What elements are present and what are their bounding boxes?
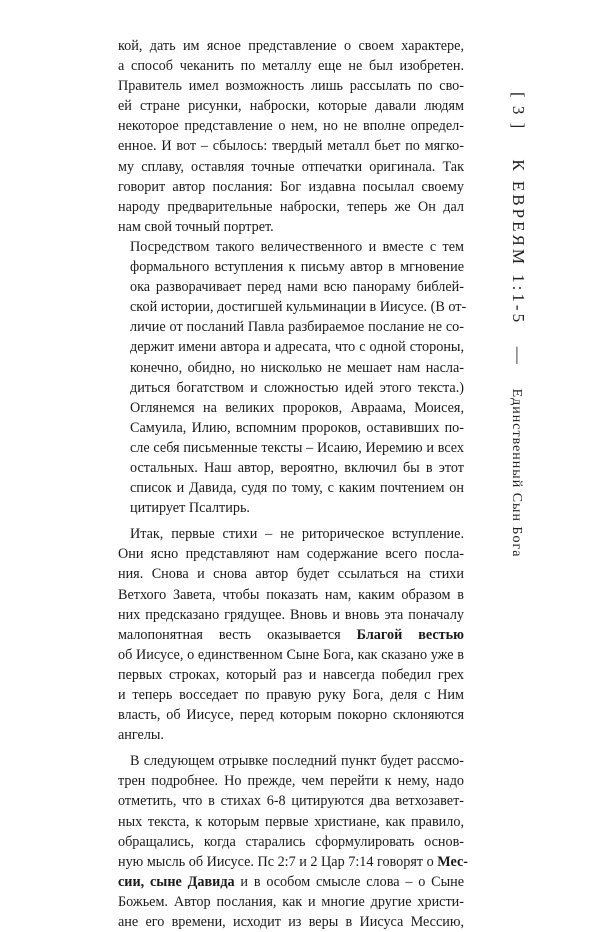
text-line: Итак, первые стихи – не риторическое вступление.	[130, 526, 464, 543]
text-line: них предсказано грядущее. Вновь и вновь эта поначалу	[118, 606, 464, 623]
text-line	[118, 625, 464, 645]
page-number: [ 3 ]	[509, 92, 528, 131]
running-head	[498, 92, 528, 692]
text-line: первых строках, который раз и навсегда победил грех	[118, 666, 464, 683]
text-line: отметить, что в стихах 6-8 цитируются два ветхозавет-	[118, 793, 464, 810]
text-fragment: и в особом смысле слова – о Сыне	[240, 873, 465, 890]
text-line: енное. И вот – сбылось: твердый металл бьет по мягко-	[118, 138, 464, 155]
text-line	[118, 872, 464, 892]
text-line	[118, 852, 468, 872]
text-line: об Иисусе, о единственном Сыне Бога, как сказано уже в	[118, 646, 464, 663]
text-line: нам свой точный портрет.	[118, 218, 274, 235]
text-line: Правитель имел возможность лишь рассылать по сво-	[118, 78, 464, 95]
text-line: трен подробнее. Но прежде, чем перейти к нему, надо	[118, 773, 464, 790]
text-line: говорит автор послания: Бог издавна посылал своему	[118, 178, 464, 195]
bold-phrase: Мес-	[437, 853, 468, 870]
text-line: ане его времени, исходит из веры в Иисуса Мессию,	[118, 914, 464, 931]
text-line: сле себя письменные тексты – Исаию, Иеремию и всех	[130, 439, 464, 456]
text-line: Божьем. Автор послания, как и многие другие христи-	[118, 893, 464, 910]
text-line: формального вступления к письму автор в мгновение	[130, 259, 464, 276]
text-line: власть, об Иисусе, перед которым покорно склоняются	[118, 707, 464, 724]
text-line: а способ чеканить по металлу еще не был изобретен.	[118, 58, 464, 75]
text-line: список и Давида, судя по тому, с каким почтением он	[130, 480, 464, 497]
running-head-title: Единственный Сын Бога	[509, 388, 524, 558]
bold-phrase: сии, сыне Давида	[118, 873, 235, 890]
text-line: некоторое представление о нем, но не вполне определ-	[118, 118, 464, 135]
running-head-book: К ЕВРЕЯМ 1:1-5	[509, 159, 528, 326]
text-line: остальных. Наш автор, вероятно, включил бы в этот	[130, 459, 464, 476]
text-line: народу предварительные наброски, теперь же Он дал	[118, 198, 464, 215]
text-line: конечно, обидно, но нисколько не мешает нам насла-	[130, 359, 464, 376]
text-line: В следующем отрывке последний пункт будет рассмо-	[130, 753, 464, 770]
paragraph-4	[118, 751, 468, 932]
text-line: личие от посланий Павла разбираемое послание не со-	[130, 319, 464, 336]
text-line: диться богатством и сложностью идей этого текста.)	[130, 379, 464, 396]
body-text	[118, 36, 468, 932]
text-line: Ветхого Завета, чтобы показать нам, каким образом в	[118, 586, 464, 603]
text-line: цитирует Псалтирь.	[130, 500, 250, 517]
paragraph-2	[118, 237, 467, 518]
bold-phrase: Благой вестью	[356, 626, 464, 643]
text-line: Посредством такого величественного и вместе с тем	[130, 238, 464, 255]
text-fragment: малопонятная весть оказывается	[118, 626, 357, 643]
text-line: ока разворачивает перед нами всю панораму библей-	[130, 279, 464, 296]
text-line: ангелы.	[118, 727, 164, 744]
text-line: держит имени автора и адресата, что с одной стороны,	[130, 339, 464, 356]
text-line: ей стране рисунки, наброски, которые давали людям	[118, 98, 464, 115]
text-line: Оглянемся на великих пророков, Авраама, Моисея,	[130, 399, 464, 416]
paragraph-3	[118, 524, 464, 745]
text-fragment: ную мысль об Иисусе. Пс 2:7 и 2 Цар 7:14 говорят о	[118, 853, 438, 870]
running-head-dash: —	[509, 346, 528, 367]
paragraph-1	[118, 36, 464, 237]
text-line: ния. Снова и снова автор будет ссылаться на стихи	[118, 566, 464, 583]
text-line: и теперь восседает по правую руку Бога, деля с Ним	[118, 687, 464, 703]
text-line: кой, дать им ясное представление о своем характере,	[118, 38, 464, 54]
text-line: обращались, когда старались сформулировать основ-	[118, 833, 464, 850]
text-line: му сплаву, оставляя точные отпечатки оригинала. Так	[118, 158, 464, 175]
text-line: Они ясно представляют нам содержание всего посла-	[118, 546, 464, 563]
running-head-text	[508, 92, 528, 557]
text-line: ных текста, к которым первые христиане, как правило,	[118, 813, 464, 830]
text-line: Самуила, Илию, вспомним пророков, оставивших по-	[130, 419, 464, 436]
text-line: ской истории, достигшей кульминации в Иисусе. (В от-	[130, 299, 467, 316]
